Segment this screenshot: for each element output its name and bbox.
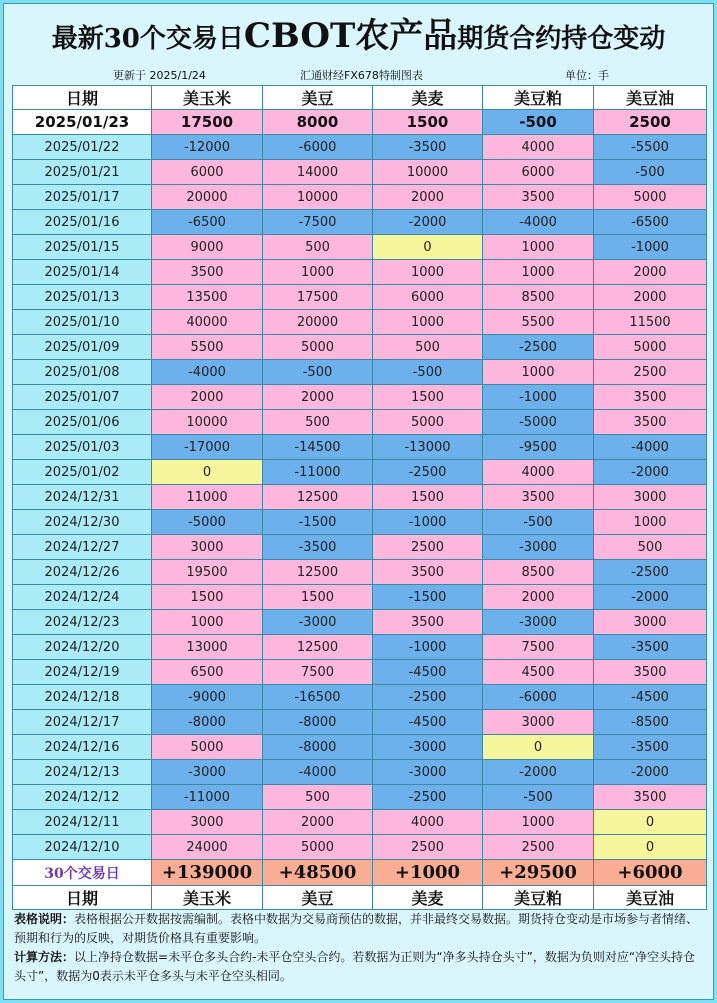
footer-wheat: 美麦 — [373, 886, 483, 910]
value-cell: -8500 — [594, 710, 707, 735]
value-cell: -6500 — [152, 210, 263, 235]
value-cell: 3500 — [594, 660, 707, 685]
title-suffix: 期货合约持仓变动 — [457, 24, 666, 54]
total-wheat: +1000 — [373, 860, 483, 886]
value-cell: 0 — [483, 735, 594, 760]
value-cell: -11000 — [152, 785, 263, 810]
value-cell: 3500 — [483, 185, 594, 210]
value-cell: -6000 — [483, 685, 594, 710]
table-row — [13, 685, 707, 710]
table-row — [13, 335, 707, 360]
value-cell: 1000 — [373, 310, 483, 335]
value-cell: -4500 — [373, 660, 483, 685]
value-cell: 3000 — [594, 610, 707, 635]
value-cell: 3500 — [594, 385, 707, 410]
value-cell: -1000 — [373, 510, 483, 535]
value-cell: 500 — [263, 785, 373, 810]
calc-text: 以上净持仓数据=未平仓多头合约-未平仓空头合约。若数据为正则为“净多头持仓头寸”，数据为负则对应“净空头持仓头寸”，数据为0表示未平仓多头与未平仓空头相同。 — [14, 950, 696, 983]
table-row — [13, 835, 707, 860]
table-row — [13, 185, 707, 210]
page-title — [0, 6, 717, 66]
date-cell: 2025/01/06 — [13, 410, 152, 435]
value-cell: -4000 — [594, 435, 707, 460]
value-cell: -1000 — [373, 635, 483, 660]
value-cell: 2500 — [373, 535, 483, 560]
date-cell: 2025/01/16 — [13, 210, 152, 235]
table-row — [13, 735, 707, 760]
value-cell: 8500 — [483, 285, 594, 310]
position-table — [12, 85, 707, 910]
value-cell: 1000 — [152, 610, 263, 635]
value-cell: 1500 — [373, 110, 483, 135]
value-cell: 4000 — [373, 810, 483, 835]
calc-label: 计算方法： — [14, 950, 75, 964]
value-cell: -2000 — [594, 760, 707, 785]
date-cell: 2024/12/11 — [13, 810, 152, 835]
value-cell: 1000 — [483, 810, 594, 835]
value-cell: 8500 — [483, 560, 594, 585]
value-cell: -4000 — [263, 760, 373, 785]
value-cell: 5000 — [263, 835, 373, 860]
value-cell: -14500 — [263, 435, 373, 460]
value-cell: 2000 — [263, 385, 373, 410]
value-cell: 20000 — [152, 185, 263, 210]
value-cell: 2500 — [483, 835, 594, 860]
desc-text: 表格根据公开数据按需编制。表格中数据为交易商预估的数据，并非最终交易数据。期货持仓变动是市场参与者情绪、预期和行为的反映，对期货价格具有重要影响。 — [14, 912, 699, 945]
table-row — [13, 310, 707, 335]
footer-corn: 美玉米 — [152, 886, 263, 910]
value-cell: -6000 — [263, 135, 373, 160]
table-row — [13, 360, 707, 385]
value-cell: 500 — [263, 235, 373, 260]
date-cell: 2025/01/15 — [13, 235, 152, 260]
value-cell: 4000 — [483, 460, 594, 485]
value-cell: -5000 — [152, 510, 263, 535]
value-cell: 1000 — [263, 260, 373, 285]
date-cell: 2024/12/19 — [13, 660, 152, 685]
value-cell: 2000 — [152, 385, 263, 410]
table-row — [13, 585, 707, 610]
value-cell: -1000 — [483, 385, 594, 410]
value-cell: -4500 — [373, 710, 483, 735]
total-soybean: +48500 — [263, 860, 373, 886]
date-cell: 2024/12/24 — [13, 585, 152, 610]
table-row — [13, 435, 707, 460]
value-cell: 3500 — [373, 560, 483, 585]
date-cell: 2025/01/07 — [13, 385, 152, 410]
value-cell: -3000 — [483, 610, 594, 635]
date-cell: 2024/12/20 — [13, 635, 152, 660]
total-label: 30个交易日 — [13, 860, 152, 886]
value-cell: 1500 — [373, 485, 483, 510]
table-row — [13, 410, 707, 435]
value-cell: -2500 — [594, 560, 707, 585]
value-cell: -500 — [483, 110, 594, 135]
value-cell: 0 — [594, 835, 707, 860]
value-cell: -1500 — [263, 510, 373, 535]
header-soyoil: 美豆油 — [594, 86, 707, 110]
table-row — [13, 210, 707, 235]
value-cell: 500 — [373, 335, 483, 360]
table-row — [13, 110, 707, 135]
value-cell: -2500 — [373, 785, 483, 810]
date-cell: 2025/01/03 — [13, 435, 152, 460]
title-brand: CBOT农产品 — [243, 16, 458, 56]
value-cell: 3000 — [594, 485, 707, 510]
value-cell: 2000 — [373, 185, 483, 210]
value-cell: 13000 — [152, 635, 263, 660]
footer-soymeal: 美豆粕 — [483, 886, 594, 910]
value-cell: 40000 — [152, 310, 263, 335]
date-cell: 2024/12/23 — [13, 610, 152, 635]
header-soymeal: 美豆粕 — [483, 86, 594, 110]
total-soyoil: +6000 — [594, 860, 707, 886]
table-row — [13, 610, 707, 635]
table-row — [13, 760, 707, 785]
table-description — [14, 910, 704, 948]
date-cell: 2025/01/22 — [13, 135, 152, 160]
value-cell: 5000 — [373, 410, 483, 435]
value-cell: -13000 — [373, 435, 483, 460]
header-row — [13, 86, 707, 110]
value-cell: -7500 — [263, 210, 373, 235]
value-cell: 3500 — [483, 485, 594, 510]
value-cell: -2000 — [483, 760, 594, 785]
value-cell: -3500 — [594, 735, 707, 760]
value-cell: 5000 — [263, 335, 373, 360]
table-row — [13, 385, 707, 410]
header-date: 日期 — [13, 86, 152, 110]
value-cell: 5000 — [152, 735, 263, 760]
value-cell: -3000 — [483, 535, 594, 560]
unit-label: 单位：手 — [565, 69, 609, 82]
value-cell: -4000 — [483, 210, 594, 235]
value-cell: 500 — [594, 535, 707, 560]
value-cell: -3500 — [594, 635, 707, 660]
value-cell: 1000 — [373, 260, 483, 285]
desc-label: 表格说明： — [14, 912, 75, 926]
value-cell: 17500 — [152, 110, 263, 135]
table-row — [13, 285, 707, 310]
value-cell: -9000 — [152, 685, 263, 710]
value-cell: 3000 — [483, 710, 594, 735]
value-cell: 2000 — [594, 285, 707, 310]
date-cell: 2025/01/13 — [13, 285, 152, 310]
table-row — [13, 560, 707, 585]
value-cell: 3500 — [152, 260, 263, 285]
value-cell: -3000 — [152, 760, 263, 785]
value-cell: 5000 — [594, 185, 707, 210]
date-cell: 2024/12/30 — [13, 510, 152, 535]
footer-soyoil: 美豆油 — [594, 886, 707, 910]
date-cell: 2024/12/17 — [13, 710, 152, 735]
value-cell: 3000 — [152, 535, 263, 560]
value-cell: 5000 — [594, 335, 707, 360]
value-cell: -500 — [483, 785, 594, 810]
value-cell: 6500 — [152, 660, 263, 685]
value-cell: -1500 — [373, 585, 483, 610]
source-label: 汇通财经FX678特制图表 — [300, 69, 423, 82]
date-cell: 2025/01/10 — [13, 310, 152, 335]
value-cell: -8000 — [263, 735, 373, 760]
value-cell: 10000 — [152, 410, 263, 435]
value-cell: 3500 — [594, 410, 707, 435]
table-row — [13, 235, 707, 260]
value-cell: 2500 — [594, 360, 707, 385]
value-cell: 2000 — [263, 810, 373, 835]
value-cell: 11000 — [152, 485, 263, 510]
table-row — [13, 485, 707, 510]
value-cell: 1000 — [594, 510, 707, 535]
value-cell: -2500 — [373, 460, 483, 485]
value-cell: 1000 — [483, 360, 594, 385]
value-cell: 5500 — [483, 310, 594, 335]
value-cell: -3000 — [263, 610, 373, 635]
value-cell: 7500 — [263, 660, 373, 685]
value-cell: 10000 — [263, 185, 373, 210]
value-cell: 12500 — [263, 635, 373, 660]
value-cell: 2500 — [373, 835, 483, 860]
value-cell: 4500 — [483, 660, 594, 685]
table-row — [13, 810, 707, 835]
value-cell: 1500 — [263, 585, 373, 610]
total-row — [13, 860, 707, 886]
value-cell: 2500 — [594, 110, 707, 135]
value-cell: -500 — [594, 160, 707, 185]
value-cell: 7500 — [483, 635, 594, 660]
value-cell: 0 — [152, 460, 263, 485]
table-row — [13, 535, 707, 560]
date-cell: 2024/12/26 — [13, 560, 152, 585]
footer-header-row — [13, 886, 707, 910]
title-prefix: 最新30个交易日 — [51, 24, 244, 54]
value-cell: 4000 — [483, 135, 594, 160]
header-wheat: 美麦 — [373, 86, 483, 110]
table-row — [13, 710, 707, 735]
value-cell: 13500 — [152, 285, 263, 310]
date-cell: 2024/12/16 — [13, 735, 152, 760]
value-cell: -8000 — [152, 710, 263, 735]
date-cell: 2025/01/09 — [13, 335, 152, 360]
value-cell: -3000 — [373, 735, 483, 760]
date-cell: 2025/01/08 — [13, 360, 152, 385]
value-cell: 6000 — [152, 160, 263, 185]
date-cell: 2025/01/17 — [13, 185, 152, 210]
header-soybean: 美豆 — [263, 86, 373, 110]
value-cell: 12500 — [263, 560, 373, 585]
value-cell: -2000 — [373, 210, 483, 235]
value-cell: -3500 — [263, 535, 373, 560]
value-cell: 1000 — [483, 260, 594, 285]
value-cell: -9500 — [483, 435, 594, 460]
table-row — [13, 635, 707, 660]
value-cell: 3500 — [594, 785, 707, 810]
date-cell: 2025/01/02 — [13, 460, 152, 485]
date-cell: 2024/12/27 — [13, 535, 152, 560]
footer-date: 日期 — [13, 886, 152, 910]
notes-block — [14, 910, 704, 986]
value-cell: 12500 — [263, 485, 373, 510]
value-cell: 10000 — [373, 160, 483, 185]
value-cell: 5500 — [152, 335, 263, 360]
calc-method — [14, 948, 704, 986]
date-cell: 2025/01/21 — [13, 160, 152, 185]
footer-soybean: 美豆 — [263, 886, 373, 910]
value-cell: 0 — [373, 235, 483, 260]
value-cell: 3000 — [152, 810, 263, 835]
date-cell: 2025/01/23 — [13, 110, 152, 135]
value-cell: -5500 — [594, 135, 707, 160]
table-row — [13, 660, 707, 685]
update-date: 更新于 2025/1/24 — [113, 69, 206, 82]
value-cell: -12000 — [152, 135, 263, 160]
date-cell: 2024/12/12 — [13, 785, 152, 810]
value-cell: 1000 — [483, 235, 594, 260]
date-cell: 2024/12/13 — [13, 760, 152, 785]
value-cell: -2500 — [483, 335, 594, 360]
table-row — [13, 260, 707, 285]
value-cell: -5000 — [483, 410, 594, 435]
value-cell: 6000 — [373, 285, 483, 310]
value-cell: -500 — [483, 510, 594, 535]
value-cell: -17000 — [152, 435, 263, 460]
table-row — [13, 785, 707, 810]
table-body — [13, 110, 707, 860]
value-cell: -500 — [263, 360, 373, 385]
date-cell: 2024/12/31 — [13, 485, 152, 510]
value-cell: 500 — [263, 410, 373, 435]
value-cell: -1000 — [594, 235, 707, 260]
value-cell: 6000 — [483, 160, 594, 185]
value-cell: 1500 — [373, 385, 483, 410]
value-cell: -16500 — [263, 685, 373, 710]
value-cell: -4500 — [594, 685, 707, 710]
date-cell: 2025/01/14 — [13, 260, 152, 285]
value-cell: 1500 — [152, 585, 263, 610]
value-cell: 9000 — [152, 235, 263, 260]
value-cell: 19500 — [152, 560, 263, 585]
total-soymeal: +29500 — [483, 860, 594, 886]
value-cell: -11000 — [263, 460, 373, 485]
value-cell: 2000 — [483, 585, 594, 610]
value-cell: -500 — [373, 360, 483, 385]
value-cell: -3500 — [373, 135, 483, 160]
value-cell: -8000 — [263, 710, 373, 735]
date-cell: 2024/12/18 — [13, 685, 152, 710]
value-cell: 8000 — [263, 110, 373, 135]
table-row — [13, 460, 707, 485]
table-row — [13, 510, 707, 535]
value-cell: 17500 — [263, 285, 373, 310]
table-row — [13, 135, 707, 160]
value-cell: -4000 — [152, 360, 263, 385]
value-cell: 2000 — [594, 260, 707, 285]
value-cell: -2500 — [373, 685, 483, 710]
value-cell: 24000 — [152, 835, 263, 860]
header-corn: 美玉米 — [152, 86, 263, 110]
date-cell: 2024/12/10 — [13, 835, 152, 860]
value-cell: 3500 — [373, 610, 483, 635]
value-cell: 14000 — [263, 160, 373, 185]
value-cell: 11500 — [594, 310, 707, 335]
value-cell: 0 — [594, 810, 707, 835]
value-cell: -6500 — [594, 210, 707, 235]
total-corn: +139000 — [152, 860, 263, 886]
table-row — [13, 160, 707, 185]
value-cell: -2000 — [594, 585, 707, 610]
value-cell: -3000 — [373, 760, 483, 785]
value-cell: -2000 — [594, 460, 707, 485]
value-cell: 20000 — [263, 310, 373, 335]
